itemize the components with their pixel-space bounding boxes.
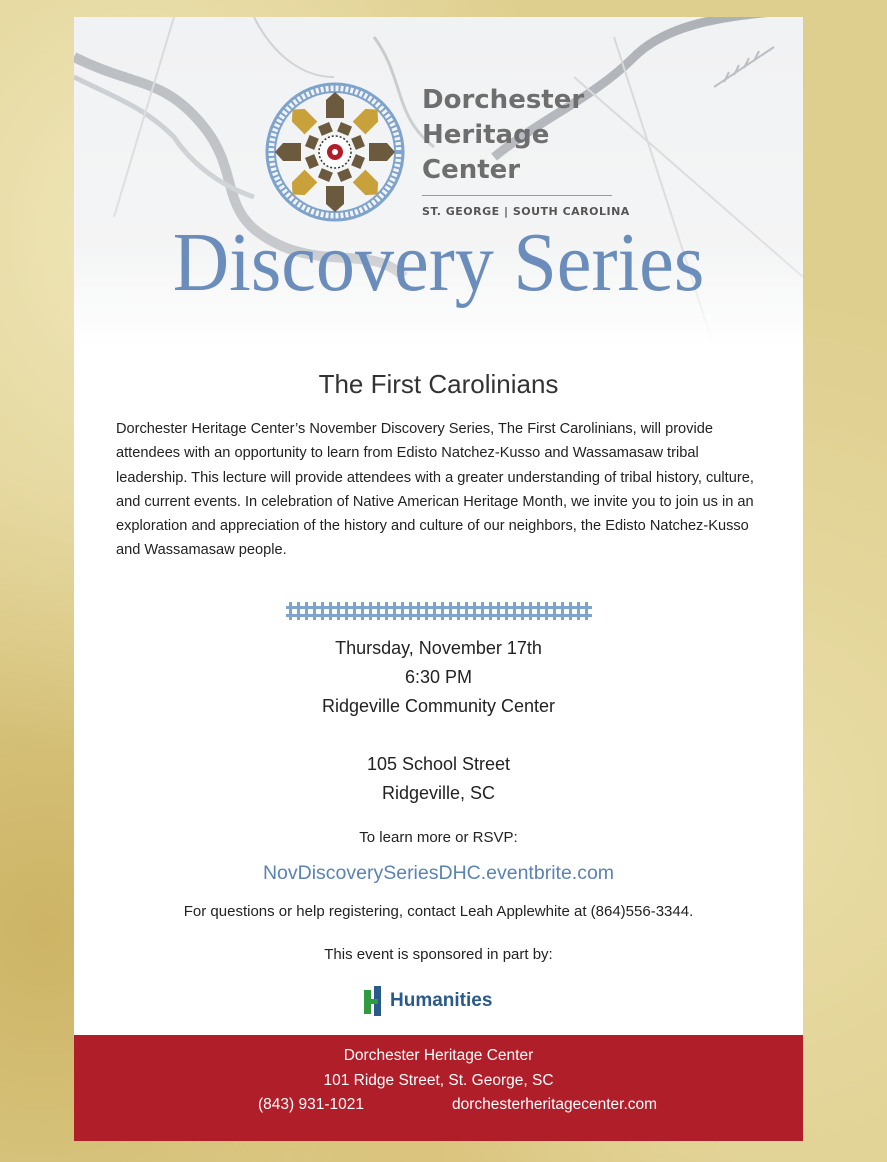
railroad-tie	[433, 602, 436, 620]
railroad-tie	[521, 602, 524, 620]
series-title: Discovery Series	[172, 216, 705, 309]
flyer	[74, 17, 803, 1141]
org-name	[422, 83, 584, 188]
railroad-tie	[305, 602, 308, 620]
address-line-1: 105 School Street	[366, 754, 511, 774]
footer-address: 101 Ridge Street, St. George, SC	[323, 1072, 554, 1089]
railroad-tie	[561, 602, 564, 620]
org-name-line-3: Center	[422, 155, 521, 185]
railroad-tie	[449, 602, 452, 620]
railroad-tie	[577, 602, 580, 620]
railroad-tie	[401, 602, 404, 620]
railroad-tie	[313, 602, 316, 620]
railroad-tie	[553, 602, 556, 620]
org-location: ST. GEORGE | SOUTH CAROLINA	[422, 205, 630, 218]
footer-phone: (843) 931-1021	[258, 1096, 364, 1113]
railroad-tie	[489, 602, 492, 620]
railroad-tie	[385, 602, 388, 620]
event-description: Dorchester Heritage Center’s November Discovery Series, The First Carolinians, will provide attendees with an opportunity to learn from Edisto Natchez-Kusso and Wassamasaw tribal leadership. This lecture will provide attendees with a greater understanding of tribal history, culture, and current events. In celebration of Native American Heritage Month, we invite you to join us in an exploration and appreciation of the history and culture of our neighbors, the Edisto Natchez-Kusso and Wassamasaw people.	[116, 421, 754, 559]
rsvp-link[interactable]: NovDiscoverySeriesDHC.eventbrite.com	[262, 862, 615, 884]
event-date: Thursday, November 17th	[335, 638, 542, 658]
humanities-h-icon	[364, 986, 386, 1016]
org-name-line-2: Heritage	[422, 120, 550, 150]
address-line-2: Ridgeville, SC	[381, 783, 496, 803]
railroad-tie	[513, 602, 516, 620]
railroad-tie	[377, 602, 380, 620]
railroad-tie	[345, 602, 348, 620]
org-name-line-1: Dorchester	[422, 85, 585, 115]
contact-info: For questions or help registering, contact Leah Applewhite at (864)556-3344.	[183, 903, 694, 920]
humanities-logo	[364, 984, 534, 1018]
railroad-tie	[545, 602, 548, 620]
railroad-tie	[353, 602, 356, 620]
railroad-tie	[585, 602, 588, 620]
railroad-tie	[465, 602, 468, 620]
railroad-tie	[361, 602, 364, 620]
rsvp-label: To learn more or RSVP:	[359, 829, 518, 846]
footer-bar	[74, 1035, 803, 1141]
railroad-tie	[321, 602, 324, 620]
railroad-tie	[409, 602, 412, 620]
railroad-tie	[497, 602, 500, 620]
railroad-tie	[569, 602, 572, 620]
railroad-tie	[337, 602, 340, 620]
event-venue: Ridgeville Community Center	[321, 696, 556, 716]
railroad-tie	[529, 602, 532, 620]
footer-website[interactable]: dorchesterheritagecenter.com	[452, 1096, 658, 1113]
event-time: 6:30 PM	[404, 667, 473, 687]
heritage-center-emblem-icon	[264, 81, 406, 223]
sponsor-label: This event is sponsored in part by:	[324, 946, 553, 963]
railroad-tie	[425, 602, 428, 620]
railroad-tie	[329, 602, 332, 620]
railroad-tie	[369, 602, 372, 620]
railroad-tie	[473, 602, 476, 620]
railroad-tie	[537, 602, 540, 620]
event-title: The First Carolinians	[318, 369, 559, 399]
footer-org: Dorchester Heritage Center	[343, 1047, 534, 1064]
org-divider	[422, 195, 612, 196]
railroad-tie	[481, 602, 484, 620]
railroad-tie	[393, 602, 396, 620]
railroad-tie	[417, 602, 420, 620]
sponsor-name: Humanities	[390, 990, 493, 1011]
railroad-tie	[297, 602, 300, 620]
railroad-tie	[457, 602, 460, 620]
railroad-tie	[505, 602, 508, 620]
railroad-tie	[289, 602, 292, 620]
railroad-tie	[441, 602, 444, 620]
railroad-track-divider-icon	[286, 600, 592, 622]
